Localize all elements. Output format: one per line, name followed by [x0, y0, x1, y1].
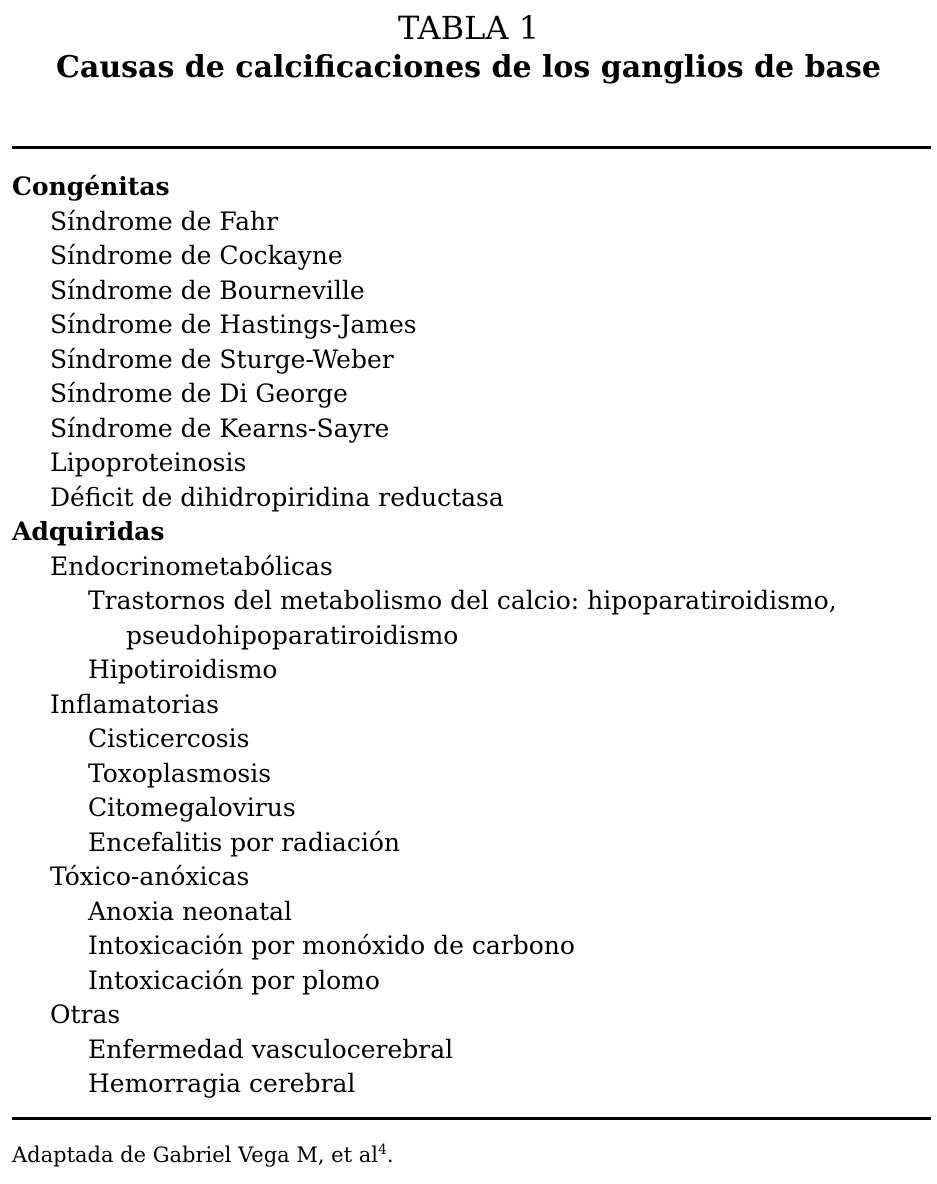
- list-item: Cisticercosis: [88, 724, 250, 753]
- table-title: Causas de calcificaciones de los ganglios de base: [56, 50, 881, 85]
- list-item: Lipoproteinosis: [50, 448, 247, 477]
- subcategory-heading: Otras: [50, 1000, 121, 1029]
- list-item: Anoxia neonatal: [88, 896, 293, 926]
- subcategory-heading: Tóxico-anóxicas: [50, 862, 250, 891]
- list-item: Intoxicación por plomo: [88, 965, 380, 995]
- list-item: Toxoplasmosis: [88, 758, 272, 788]
- footnote-end: .: [386, 1143, 394, 1167]
- subcategory-heading: Endocrinometabólicas: [50, 551, 333, 581]
- category-heading-congenitas: Congénitas: [12, 172, 170, 201]
- subcategory-heading: Inflamatorias: [50, 689, 219, 719]
- list-item: Síndrome de Kearns-Sayre: [50, 413, 390, 443]
- list-item: Síndrome de Sturge-Weber: [50, 344, 394, 374]
- list-item: Intoxicación por monóxido de carbono: [88, 931, 575, 960]
- top-rule: [12, 146, 931, 149]
- list-item: Déficit de dihidropiridina reductasa: [50, 482, 504, 512]
- footnote-text: Adaptada de Gabriel Vega M, et al: [12, 1143, 378, 1167]
- list-item: Enfermedad vasculocerebral: [88, 1034, 454, 1064]
- list-item: Encefalitis por radiación: [88, 827, 400, 857]
- table-number: TABLA 1: [397, 9, 540, 47]
- bottom-rule: [12, 1117, 931, 1120]
- list-item: Citomegalovirus: [88, 793, 296, 822]
- source-footnote: [12, 1140, 394, 1170]
- table-header: [0, 8, 937, 88]
- list-item: Síndrome de Di George: [50, 379, 348, 408]
- footnote-reference: 4: [377, 1142, 387, 1158]
- list-item: Hemorragia cerebral: [88, 1069, 356, 1098]
- list-item: Hipotiroidismo: [88, 655, 278, 684]
- category-heading-adquiridas: Adquiridas: [12, 517, 165, 546]
- list-item: Trastornos del metabolismo del calcio: hipoparatiroidismo, pseudohipoparatiroidismo: [88, 586, 837, 650]
- list-item: Síndrome de Fahr: [50, 206, 279, 236]
- table-body: [12, 170, 931, 1102]
- list-item: Síndrome de Bourneville: [50, 275, 365, 305]
- list-item: Síndrome de Cockayne: [50, 241, 343, 270]
- list-item: Síndrome de Hastings-James: [50, 310, 417, 339]
